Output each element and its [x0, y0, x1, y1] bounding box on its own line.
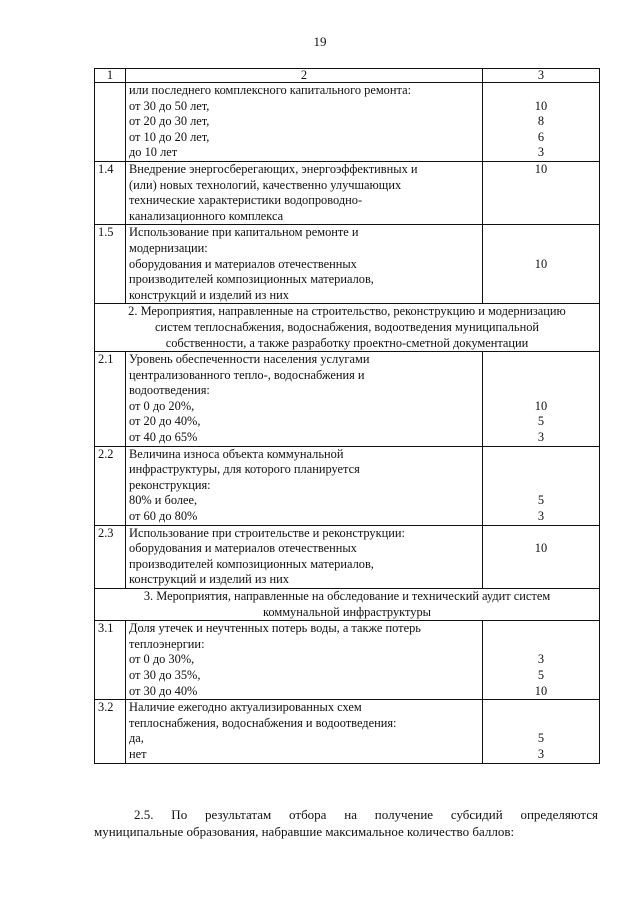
table-row — [95, 446, 600, 525]
header-col-2: 2 — [126, 69, 483, 83]
row-number: 2.2 — [95, 446, 126, 525]
criterion-text: Использование при капитальном ремонте и модернизации: оборудования и материалов отечественных производителей композиционных материалов, конструкций и изделий из них — [126, 225, 483, 304]
table-row — [95, 700, 600, 763]
row-number: 3.2 — [95, 700, 126, 763]
criterion-text: Использование при строительстве и реконструкции: оборудования и материалов отечественных производителей композиционных материалов, конструкций и изделий из них — [126, 525, 483, 588]
table-row — [95, 161, 600, 224]
section-row — [95, 589, 600, 621]
section-heading-2: 2. Мероприятия, направленные на строительство, реконструкцию и модернизацию систем теплоснабжения, водоснабжения, водоотведения муниципальной собственности, а также разработку проектно-сметной документации — [95, 304, 600, 352]
header-col-3: 3 — [483, 69, 600, 83]
paragraph-2-5 — [94, 806, 598, 840]
table-row — [95, 525, 600, 588]
table-row — [95, 225, 600, 304]
table-row — [95, 621, 600, 700]
criterion-text: Величина износа объекта коммунальной инфраструктуры, для которого планируется реконструкция: 80% и более, от 60 до 80% — [126, 446, 483, 525]
table-row — [95, 352, 600, 447]
score-cell: 5 3 — [483, 700, 600, 763]
score-cell: 5 3 — [483, 446, 600, 525]
row-number: 2.3 — [95, 525, 126, 588]
row-number — [95, 83, 126, 162]
section-row — [95, 304, 600, 352]
criterion-text: Уровень обеспеченности населения услугами централизованного тепло-, водоснабжения и водоотведения: от 0 до 20%, от 20 до 40%, от 40 до 65% — [126, 352, 483, 447]
paragraph-line: муниципальные образования, набравшие максимальное количество баллов: — [94, 824, 515, 839]
row-number: 2.1 — [95, 352, 126, 447]
criterion-text: Доля утечек и неучтенных потерь воды, а также потерь теплоэнергии: от 0 до 30%, от 30 до 35%, от 30 до 40% — [126, 621, 483, 700]
criterion-text: или последнего комплексного капитального ремонта: от 30 до 50 лет, от 20 до 30 лет, от 10 до 20 лет, до 10 лет — [126, 83, 483, 162]
score-cell: 10 — [483, 225, 600, 304]
table-header-row — [95, 69, 600, 83]
header-col-1: 1 — [95, 69, 126, 83]
score-cell: 10 — [483, 525, 600, 588]
score-cell: 10 — [483, 161, 600, 224]
row-number: 1.4 — [95, 161, 126, 224]
score-cell: 10 5 3 — [483, 352, 600, 447]
score-cell: 3 5 10 — [483, 621, 600, 700]
row-number: 3.1 — [95, 621, 126, 700]
score-cell: 10 8 6 3 — [483, 83, 600, 162]
section-heading-3: 3. Мероприятия, направленные на обследование и технический аудит систем коммунальной инфраструктуры — [95, 589, 600, 621]
criteria-table — [94, 68, 600, 764]
criterion-text: Наличие ежегодно актуализированных схем теплоснабжения, водоснабжения и водоотведения: да, нет — [126, 700, 483, 763]
table-row — [95, 83, 600, 162]
paragraph-line: 2.5. По результатам отбора на получение субсидий определяются — [134, 807, 598, 822]
page-number: 19 — [313, 34, 327, 49]
criterion-text: Внедрение энергосберегающих, энергоэффективных и (или) новых технологий, качественно улучшающих технические характеристики водопроводно- канализационного комплекса — [126, 161, 483, 224]
row-number: 1.5 — [95, 225, 126, 304]
